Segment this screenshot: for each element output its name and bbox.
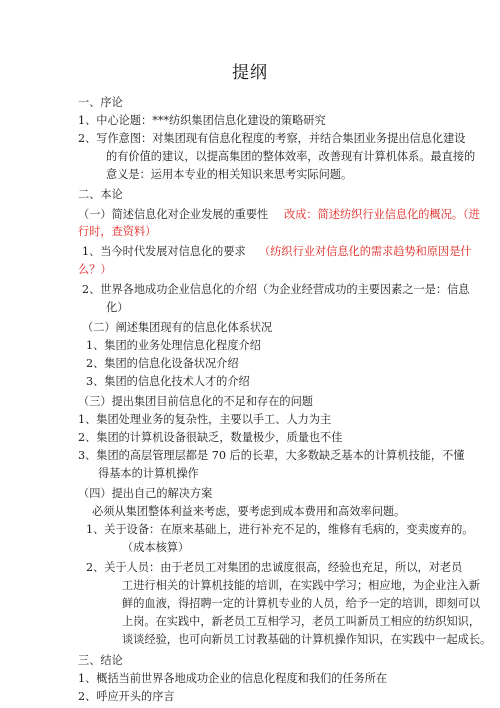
- text-line: 2、集团的计算机设备很缺乏，数量极少，质量也不佳: [78, 431, 343, 445]
- text-line: 的有价值的建议，以提高集团的整体效率，改善现有计算机体系。最直接的: [106, 150, 476, 164]
- subsection-heading: （二）阐述集团现有的信息化体系状况: [82, 321, 273, 334]
- text-line: 1、中心论题：***纺织集团信息化建设的策略研究: [78, 114, 326, 128]
- text-line: 工进行相关的计算机技能的培训，在实践中学习；相应地，为企业注入新: [122, 579, 481, 592]
- text-line: 上岗。在实践中，新老员工互相学习，老员工叫新员工相应的纺织知识，: [122, 615, 481, 629]
- text-line: 得基本的计算机操作: [98, 467, 199, 481]
- text-line: 谈谈经验，也可向新员工讨教基础的计算机操作知识，在实践中一起成长。: [122, 633, 492, 647]
- text-line: 2、世界各地成功企业信息化的介绍（为企业经营成功的主要因素之一是：信息: [82, 283, 470, 297]
- section-heading-body: 二、本论: [78, 188, 123, 202]
- document-title: 提纲: [232, 63, 268, 83]
- text-line: 1、集团的业务处理信息化程度介绍: [86, 339, 261, 353]
- text-line: （成本核算）: [122, 541, 190, 555]
- text-line: 1、概括当前世界各地成功企业的信息化程度和我们的任务所在: [78, 672, 388, 685]
- subsection-heading: （四）提出自己的解决方案: [78, 487, 213, 500]
- revision-note: 么？）: [78, 263, 112, 277]
- text-line: 3、集团的信息化技术人才的介绍: [86, 375, 250, 389]
- text-line: 意义是：运用本专业的相关知识来思考实际问题。: [106, 168, 353, 182]
- text-line: 1、集团处理业务的复杂性，主要以手工、人力为主: [78, 413, 332, 426]
- text-line: 必须从集团整体利益来考虑，要考虑到成本费用和高效率问题。: [92, 505, 406, 518]
- revision-note: （纺织行业对信息化的需求趋势和原因是什: [259, 245, 472, 259]
- section-heading-conclusion: 三、结论: [78, 654, 123, 667]
- revision-note: 改成：简述纺织行业信息化的概况。（进: [284, 208, 480, 222]
- subsection-heading: （三）提出集团目前信息化的不足和存在的问题: [78, 395, 313, 408]
- text-line: 3、集团的高层管理层都是 70 后的长辈，大多数缺乏基本的计算机技能，不懂: [78, 449, 465, 463]
- text-line: 鲜的血液，得招聘一定的计算机专业的人员，给予一定的培训，即刻可以: [122, 597, 481, 610]
- text-line: 2、呼应开头的序言: [78, 690, 175, 703]
- text-line: 1、当今时代发展对信息化的要求: [82, 245, 246, 259]
- text-line: 1、关于设备：在原来基础上，进行补充不足的，维修有毛病的，变卖废弃的。: [86, 523, 474, 537]
- text-line: 2、写作意图：对集团现有信息化程度的考察，并结合集团业务提出信息化建设: [78, 132, 466, 146]
- text-line: 化）: [106, 301, 129, 315]
- subsection-heading: （一）简述信息化对企业发展的重要性: [78, 208, 269, 222]
- revision-note: 行时，查资料）: [78, 225, 157, 239]
- text-line: 2、关于人员：由于老员工对集团的忠诚度很高，经验也充足，所以，对老员: [86, 561, 463, 574]
- section-heading-intro: 一、序论: [78, 96, 123, 110]
- text-line: 2、集团的信息化设备状况介绍: [86, 357, 239, 371]
